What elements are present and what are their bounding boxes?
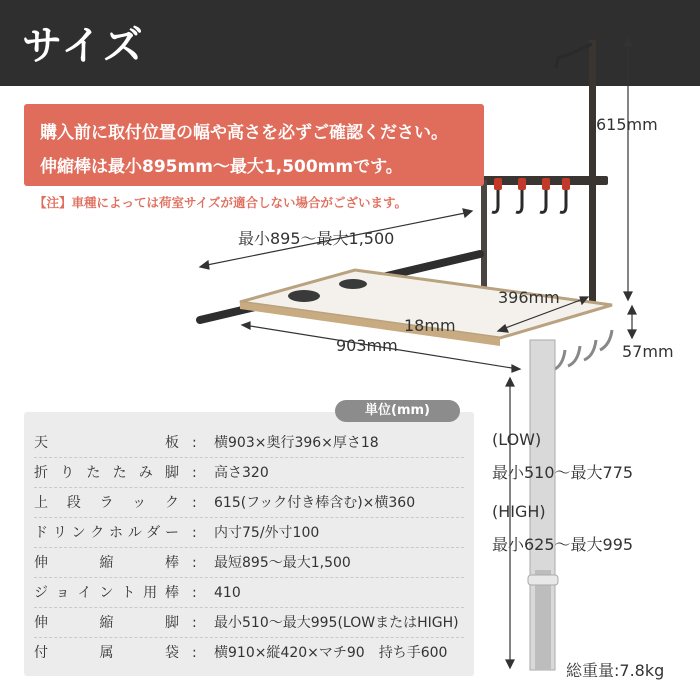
rack-hooks <box>492 186 566 212</box>
spec-table <box>24 412 474 676</box>
spec-value: 最短895〜最大1,500 <box>214 555 351 571</box>
bar-range-label: 最小895〜最大1,500 <box>238 229 395 248</box>
high-label: (HIGH) <box>492 502 546 521</box>
spec-value: 横903×奥行396×厚さ18 <box>214 435 379 451</box>
spec-colon: : <box>192 465 197 481</box>
notice-line-1: 購入前に取付位置の幅や高さを必ずご確認ください。 <box>40 123 448 143</box>
spec-label: 天板 <box>34 435 179 451</box>
spec-label: 伸縮脚 <box>34 615 179 631</box>
spec-colon: : <box>192 585 197 601</box>
spec-label: ジョイント用棒 <box>34 585 179 601</box>
pole-hook <box>556 44 592 68</box>
thickness-label: 18mm <box>404 316 456 335</box>
spec-value: 高さ320 <box>214 465 269 481</box>
high-range-label: 最小625〜最大995 <box>492 535 634 554</box>
spec-colon: : <box>192 645 197 661</box>
rack-height-label: 615mm <box>596 115 658 134</box>
notice-note: 【注】車種によっては荷室サイズが適合しない場合がございます。 <box>34 195 408 210</box>
depth-label: 396mm <box>498 288 560 307</box>
total-weight: 総重量:7.8kg <box>566 661 665 680</box>
spec-value: 横910×縦420×マチ90 持ち手600 <box>214 645 448 661</box>
spec-value: 内寸75/外寸100 <box>214 525 320 541</box>
leg-height-label: 57mm <box>622 342 674 361</box>
spec-label: 上段ラック <box>34 495 179 511</box>
spec-row <box>24 548 474 578</box>
spec-row <box>24 608 474 638</box>
spec-label: 付属袋 <box>34 645 179 661</box>
low-range-label: 最小510〜最大775 <box>492 463 634 482</box>
spec-value: 615(フック付き棒含む)×横360 <box>214 495 416 511</box>
low-label: (LOW) <box>492 430 542 449</box>
side-hooks <box>553 330 612 370</box>
spec-row <box>24 518 474 548</box>
spec-colon: : <box>192 495 197 511</box>
spec-colon: : <box>192 435 197 451</box>
spec-colon: : <box>192 555 197 571</box>
notice-box <box>24 104 484 186</box>
rack-left-post <box>481 180 487 292</box>
unit-badge: 単位(mm) <box>335 400 460 422</box>
page-title: サイズ <box>22 23 145 69</box>
spec-colon: : <box>192 615 197 631</box>
spec-row <box>24 488 474 518</box>
spec-row <box>24 638 474 668</box>
spec-label: ドリンクホルダー <box>34 525 179 541</box>
spec-row <box>24 458 474 488</box>
spec-row <box>24 428 474 458</box>
spec-label: 伸縮棒 <box>34 555 179 571</box>
spec-value: 最小510〜最大995(LOWまたはHIGH) <box>214 615 459 631</box>
spec-value: 410 <box>214 585 241 601</box>
drink-holder-2 <box>339 279 367 289</box>
drink-holder-1 <box>288 290 320 302</box>
rack-pole <box>589 40 596 302</box>
spec-label: 折りたたみ脚 <box>34 465 179 481</box>
spec-row <box>24 578 474 608</box>
width-label: 903mm <box>336 336 398 355</box>
spec-colon: : <box>192 525 197 541</box>
leg-clamp <box>528 575 558 585</box>
notice-line-2: 伸縮棒は最小895mm〜最大1,500mmです。 <box>40 157 403 177</box>
